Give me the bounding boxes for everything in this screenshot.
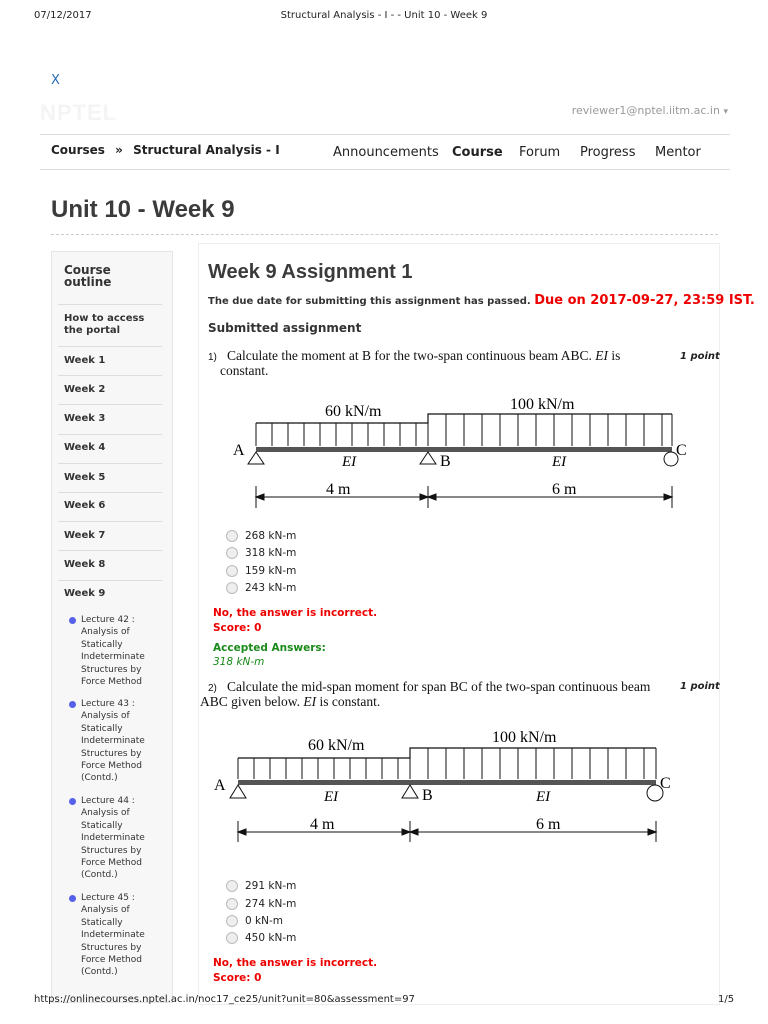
dimension-lines [256, 486, 672, 508]
node-label: A [233, 442, 245, 459]
sidebar-lecture-42[interactable] [69, 614, 159, 688]
feedback-incorrect: No, the answer is incorrect. [213, 607, 378, 619]
node-label: B [440, 453, 451, 470]
bullet-icon [69, 895, 76, 902]
accepted-answer-value: 318 kN-m [213, 656, 265, 668]
option-radio[interactable] [226, 582, 296, 594]
divider [58, 346, 162, 347]
radio-icon [226, 565, 238, 577]
divider [58, 375, 162, 376]
lecture-label: Lecture 43 : Analysis of Statically Indeterminate Structures by Force Method (Contd.) [81, 699, 145, 784]
span-label: 6 m [552, 481, 577, 498]
print-page-title: Structural Analysis - I - - Unit 10 - Week 9 [280, 10, 488, 21]
pin-support-a [230, 785, 246, 798]
accepted-answers-label: Accepted Answers: [213, 642, 326, 654]
roller-support-b [420, 452, 436, 464]
sidebar-item-week5[interactable]: Week 5 [64, 472, 106, 483]
score: Score: 0 [213, 972, 262, 984]
span-label: 4 m [326, 481, 351, 498]
question-number: 2) [208, 683, 217, 694]
divider [58, 404, 162, 405]
sidebar-item-week3[interactable]: Week 3 [64, 413, 106, 424]
breadcrumb [51, 143, 286, 157]
question-symbol: EI [303, 694, 317, 709]
page-title: Unit 10 - Week 9 [51, 196, 235, 223]
divider [51, 234, 718, 235]
option-radio[interactable] [226, 898, 296, 910]
option-label: 450 kN-m [245, 932, 297, 944]
question-text: ABC given below. [200, 694, 300, 709]
question-text: is [611, 348, 621, 363]
option-radio[interactable] [226, 880, 296, 892]
node-label: A [214, 777, 226, 794]
user-menu[interactable] [572, 104, 728, 117]
question-points: 1 point [680, 351, 720, 362]
radio-icon [226, 915, 238, 927]
load-arrows [256, 414, 672, 446]
divider [58, 550, 162, 551]
radio-icon [226, 547, 238, 559]
option-label: 291 kN-m [245, 880, 297, 892]
option-radio[interactable] [226, 565, 296, 577]
bullet-icon [69, 701, 76, 708]
option-radio[interactable] [226, 530, 296, 542]
question-symbol: EI [595, 348, 608, 363]
question-2-text [208, 679, 683, 695]
question-text: is constant. [319, 694, 381, 709]
breadcrumb-separator: » [115, 143, 123, 157]
beam-diagram [216, 384, 716, 520]
submitted-label: Submitted assignment [208, 321, 362, 335]
node-label: C [660, 775, 671, 792]
option-label: 0 kN-m [245, 915, 283, 927]
bullet-icon [69, 798, 76, 805]
close-button[interactable]: X [51, 73, 60, 88]
question-text: constant. [220, 363, 269, 378]
chevron-down-icon: ▾ [723, 107, 728, 117]
nav-forum[interactable]: Forum [519, 145, 561, 160]
option-radio[interactable] [226, 915, 283, 927]
question-text: Calculate the moment at B for the two-span continuous beam ABC. [227, 348, 592, 363]
divider [58, 580, 162, 581]
sidebar-item-week8[interactable]: Week 8 [64, 559, 106, 570]
divider [58, 521, 162, 522]
divider [58, 492, 162, 493]
site-logo[interactable]: NPTEL [40, 100, 118, 125]
dimension-lines [238, 821, 656, 842]
node-label: B [422, 787, 433, 804]
sidebar-lecture-44[interactable] [69, 795, 159, 882]
option-radio[interactable] [226, 547, 296, 559]
user-email: reviewer1@nptel.iitm.ac.in [571, 104, 720, 117]
lecture-label: Lecture 45 : Analysis of Statically Indeterminate Structures by Force Method (Contd.) [81, 893, 145, 978]
pin-support-a [248, 452, 264, 464]
load-arrows [238, 748, 656, 779]
divider [40, 134, 730, 135]
sidebar-item-week2[interactable]: Week 2 [64, 384, 106, 395]
due-date: Due on 2017-09-27, 23:59 IST. [534, 293, 755, 308]
sidebar-item-week7[interactable]: Week 7 [64, 530, 106, 541]
divider [58, 434, 162, 435]
radio-icon [226, 932, 238, 944]
sidebar-item-week9[interactable]: Week 9 [64, 588, 106, 599]
beam-diagram [198, 718, 708, 848]
question-text [200, 694, 380, 710]
breadcrumb-course[interactable]: Structural Analysis - I [133, 143, 280, 157]
roller-support-b [402, 785, 418, 798]
due-notice-text: The due date for submitting this assignment has passed. [208, 296, 531, 307]
sidebar-item-week6[interactable]: Week 6 [64, 500, 106, 511]
sidebar-lecture-45[interactable] [69, 892, 159, 979]
divider [58, 304, 162, 305]
feedback-incorrect: No, the answer is incorrect. [213, 957, 378, 969]
question-number: 1) [208, 352, 217, 363]
node-label: C [676, 442, 687, 459]
print-url: https://onlinecourses.nptel.ac.in/noc17_ce25/unit?unit=80&assessment=97 [34, 994, 415, 1005]
load-label: 60 kN/m [325, 403, 382, 420]
lecture-label: Lecture 44 : Analysis of Statically Indeterminate Structures by Force Method (Contd.) [81, 796, 145, 881]
score: Score: 0 [213, 622, 262, 634]
radio-icon [226, 880, 238, 892]
divider [40, 169, 730, 170]
option-label: 318 kN-m [245, 547, 297, 559]
ei-label: EI [342, 454, 357, 470]
option-label: 268 kN-m [245, 530, 297, 542]
due-notice [208, 293, 755, 308]
option-radio[interactable] [226, 932, 296, 944]
question-points: 1 point [680, 681, 720, 692]
print-date: 07/12/2017 [34, 10, 92, 21]
load-label: 100 kN/m [492, 729, 557, 746]
radio-icon [226, 530, 238, 542]
nav-mentor[interactable]: Mentor [655, 145, 701, 160]
span-label: 4 m [310, 816, 335, 833]
question-1-text [208, 348, 728, 364]
print-page-number: 1/5 [718, 994, 735, 1005]
sidebar-item-week4[interactable]: Week 4 [64, 442, 106, 453]
bullet-icon [69, 617, 76, 624]
question-text: Calculate the mid-span moment for span BC of the two-span continuous beam [227, 679, 651, 694]
sidebar-lecture-43[interactable] [69, 698, 159, 785]
option-label: 274 kN-m [245, 898, 297, 910]
ei-label: EI [536, 789, 551, 805]
option-label: 159 kN-m [245, 565, 297, 577]
nav-course[interactable]: Course [452, 145, 503, 160]
assignment-title: Week 9 Assignment 1 [208, 261, 413, 283]
breadcrumb-courses[interactable]: Courses [51, 143, 105, 157]
lecture-label: Lecture 42 : Analysis of Statically Indeterminate Structures by Force Method [81, 615, 145, 688]
sidebar-item-week1[interactable]: Week 1 [64, 355, 106, 366]
span-label: 6 m [536, 816, 561, 833]
load-label: 100 kN/m [510, 396, 575, 413]
nav-progress[interactable]: Progress [580, 145, 636, 160]
beam [256, 447, 672, 452]
nav-announcements[interactable]: Announcements [333, 145, 439, 160]
beam [238, 780, 656, 785]
radio-icon [226, 582, 238, 594]
divider [58, 463, 162, 464]
sidebar-heading: Course outline [64, 263, 112, 289]
sidebar-item-portal[interactable]: How to access the portal [64, 313, 145, 336]
load-label: 60 kN/m [308, 737, 365, 754]
option-label: 243 kN-m [245, 582, 297, 594]
ei-label: EI [324, 789, 339, 805]
ei-label: EI [552, 454, 567, 470]
radio-icon [226, 898, 238, 910]
